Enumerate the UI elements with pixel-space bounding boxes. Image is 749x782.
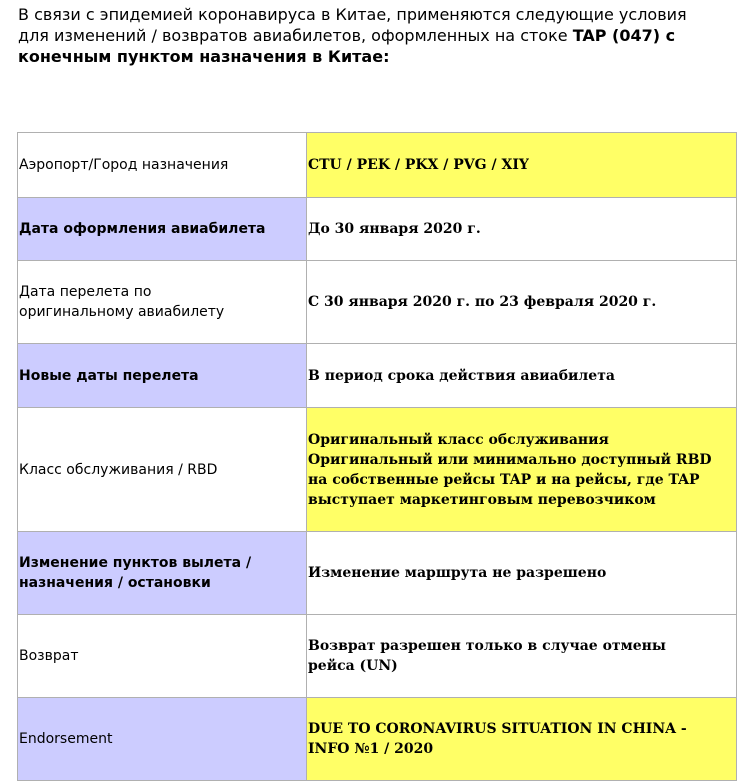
label-new-dates: Новые даты перелета bbox=[18, 344, 307, 408]
label-route-change: Изменение пунктов вылета / назначения / остановки bbox=[18, 532, 307, 615]
table-row-route-change bbox=[18, 532, 737, 615]
table-row-class-rbd bbox=[18, 408, 737, 532]
table-row-destination bbox=[18, 133, 737, 198]
table-row-endorsement bbox=[18, 698, 737, 781]
value-refund: Возврат разрешен только в случае отмены рейса (UN) bbox=[307, 615, 737, 698]
intro-line-2 bbox=[18, 25, 748, 46]
value-endorsement: DUE TO CORONAVIRUS SITUATION IN CHINA - INFO №1 / 2020 bbox=[307, 698, 737, 781]
table-row-issue-date bbox=[18, 198, 737, 261]
table-row-refund bbox=[18, 615, 737, 698]
label-endorsement: Endorsement bbox=[18, 698, 307, 781]
label-original-travel-date: Дата перелета по оригинальному авиабилету bbox=[18, 261, 307, 344]
intro-line-3: конечным пунктом назначения в Китае: bbox=[18, 47, 390, 66]
conditions-table bbox=[17, 132, 737, 781]
label-refund: Возврат bbox=[18, 615, 307, 698]
value-route-change: Изменение маршрута не разрешено bbox=[307, 532, 737, 615]
table-row-original-travel-date bbox=[18, 261, 737, 344]
intro-line-2-text: для изменений / возвратов авиабилетов, оформленных на стоке bbox=[18, 26, 573, 45]
table-row-new-dates bbox=[18, 344, 737, 408]
value-original-travel-date: С 30 января 2020 г. по 23 февраля 2020 г. bbox=[307, 261, 737, 344]
value-destination: CTU / PEK / PKX / PVG / XIY bbox=[307, 133, 737, 198]
value-issue-date: До 30 января 2020 г. bbox=[307, 198, 737, 261]
intro-line-1: В связи с эпидемией коронавируса в Китае, применяются следующие условия bbox=[18, 5, 687, 24]
value-new-dates: В период срока действия авиабилета bbox=[307, 344, 737, 408]
value-class-rbd: Оригинальный класс обслуживания Оригинальный или минимально доступный RBD на собственные рейсы TAP и на рейсы, где TAP выступает маркетинговым перевозчиком bbox=[307, 408, 737, 532]
label-destination: Аэропорт/Город назначения bbox=[18, 133, 307, 198]
intro-paragraph bbox=[18, 4, 748, 67]
label-issue-date: Дата оформления авиабилета bbox=[18, 198, 307, 261]
intro-line-2-bold: TAP (047) с bbox=[572, 26, 676, 45]
label-class-rbd: Класс обслуживания / RBD bbox=[18, 408, 307, 532]
